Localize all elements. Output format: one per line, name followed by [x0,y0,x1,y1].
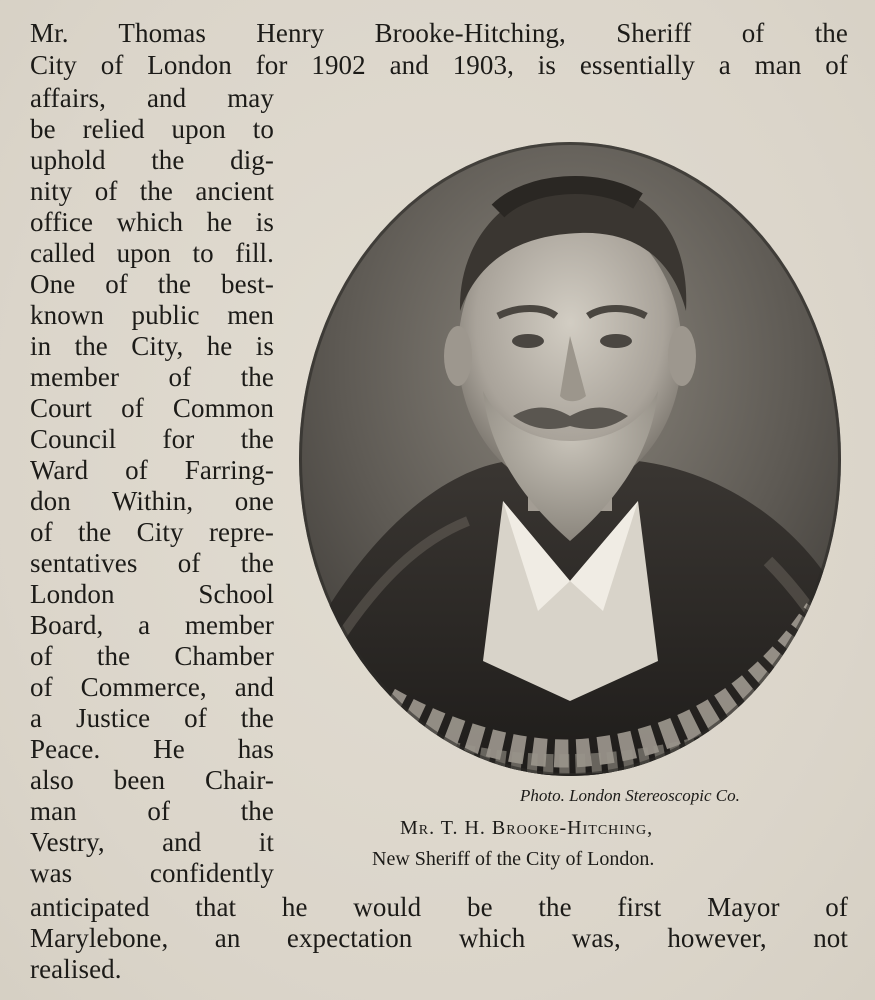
column-line: man of the [30,796,274,826]
column-line: Council for the [30,424,274,454]
column-line: be relied upon to [30,114,274,144]
column-line: nity of the ancient [30,176,274,206]
caption-title: New Sheriff of the City of London. [372,848,655,870]
column-line: sentatives of the [30,548,274,578]
caption-name [400,815,780,841]
column-line: was confidently [30,858,274,888]
article-line-2: City of London for 1902 and 1903, is essentially a man of [30,50,848,80]
column-line: One of the best- [30,269,274,299]
caption-name-text: Mr. T. H. Brooke-Hitching, [400,817,654,839]
column-line: Ward of Farring- [30,455,274,485]
column-line: office which he is [30,207,274,237]
portrait-image [298,141,842,777]
column-line: member of the [30,362,274,392]
column-line: also been Chair- [30,765,274,795]
column-line: called upon to fill. [30,238,274,268]
column-line: a Justice of the [30,703,274,733]
column-line: known public men [30,300,274,330]
column-line: of the Chamber [30,641,274,671]
column-line: Vestry, and it [30,827,274,857]
column-line: of Commerce, and [30,672,274,702]
portrait-photo [298,141,842,777]
column-line: Peace. He has [30,734,274,764]
column-line: London School [30,579,274,609]
article-line-bottom-2: Marylebone, an expectation which was, however, not [30,923,848,953]
column-line: Court of Common [30,393,274,423]
column-line: of the City repre- [30,517,274,547]
photo-credit: Photo. London Stereoscopic Co. [520,786,740,805]
column-line: Board, a member [30,610,274,640]
column-line: don Within, one [30,486,274,516]
article-line-bottom-1: anticipated that he would be the first Mayor of [30,892,848,922]
article-line-1: Mr. Thomas Henry Brooke-Hitching, Sheriff of the [30,18,848,48]
column-line: uphold the dig- [30,145,274,175]
column-line: in the City, he is [30,331,274,361]
column-line: affairs, and may [30,83,274,113]
article-line-bottom-3: realised. [30,954,122,984]
